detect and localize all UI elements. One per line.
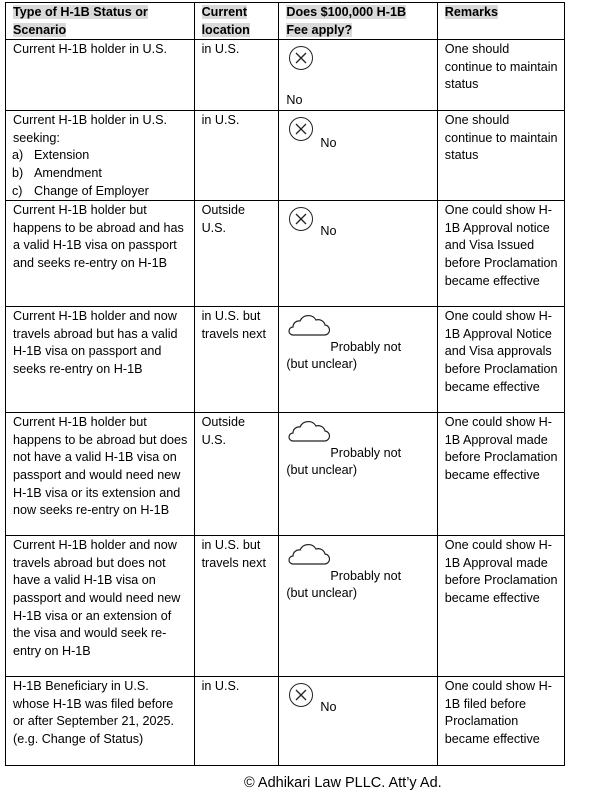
table-row [6,111,565,201]
scenario-cell: Current H-1B holder but happens to be abroad but does not have a valid H-1B visa on passport and would need new H-1B visa or its extension and now seeks re-entry on H-1B [6,413,195,536]
scenario-cell: Current H-1B holder in U.S. [6,40,195,111]
list-item [12,183,188,201]
table-row [6,40,565,111]
copyright-footer: © Adhikari Law PLLC. Att’y Ad. [244,775,442,791]
location-cell: in U.S. [194,677,279,766]
fee-answer: Probably not [330,569,402,584]
x-circle-icon [289,683,313,707]
remarks-cell: One could show H-1B Approval made before Proclamation became effective [437,413,564,536]
x-circle-icon [289,207,313,231]
table-row [6,201,565,307]
scenario-note: (e.g. Change of Status) [13,731,144,746]
list-item-text: Extension [34,148,90,163]
table-row [6,677,565,766]
table-row [6,307,565,413]
location-cell: in U.S. [194,40,279,111]
fee-answer: No [320,224,337,239]
list-item [12,165,188,183]
remarks-cell: One should continue to maintain status [437,40,564,111]
location-cell: in U.S. [194,111,279,201]
scenario-text: H-1B Beneficiary in U.S. whose H-1B was filed before or after September 21, 2025. [13,679,175,729]
fee-cell [279,40,437,111]
fee-answer: Probably not [330,340,402,355]
fee-cell [279,111,437,201]
scenario-intro: Current H-1B holder in U.S. seeking: [13,113,167,145]
header-scenario: Type of H-1B Status or Scenario [6,3,195,40]
location-cell: Outside U.S. [194,413,279,536]
x-circle-icon [289,117,313,141]
header-fee: Does $100,000 H-1B Fee apply? [279,3,437,40]
cloud-icon [288,419,330,443]
scenario-cell [6,677,195,766]
fee-cell [279,413,437,536]
location-cell: Outside U.S. [194,201,279,307]
fee-answer-note: (but unclear) [286,586,358,601]
fee-answer: No [320,700,337,715]
location-cell: in U.S. but travels next [194,307,279,413]
scenario-list [13,147,188,200]
fee-cell [279,201,437,307]
fee-answer: Probably not [330,446,402,461]
fee-answer-note: (but unclear) [286,357,358,372]
cloud-icon [288,313,330,337]
list-marker: a) [12,148,24,163]
remarks-cell: One could show H-1B Approval notice and Visa Issued before Proclamation became effective [437,201,564,307]
scenario-cell: Current H-1B holder but happens to be abroad and has a valid H-1B visa on passport and seeks re-entry on H-1B [6,201,195,307]
remarks-cell: One should continue to maintain status [437,111,564,201]
fee-answer: No [320,136,337,151]
fee-cell [279,307,437,413]
table-row [6,413,565,536]
fee-answer: No [286,93,303,108]
list-item [12,147,188,165]
x-circle-icon [289,46,313,70]
fee-answer-note: (but unclear) [286,463,358,478]
list-marker: c) [12,183,23,198]
list-item-text: Amendment [34,165,102,180]
fee-cell [279,536,437,677]
header-row [6,3,565,40]
cloud-icon [288,542,330,566]
fee-cell [279,677,437,766]
header-location: Current location [194,3,279,40]
remarks-cell: One could show H-1B Approval Notice and Visa approvals before Proclamation became effective [437,307,564,413]
location-cell: in U.S. but travels next [194,536,279,677]
scenario-cell: Current H-1B holder and now travels abroad but does not have a valid H-1B visa on passport and would need new H-1B visa or an extension of the visa and would seek re-entry on H-1B [6,536,195,677]
h1b-fee-table [5,2,565,766]
remarks-cell: One could show H-1B filed before Proclamation became effective [437,677,564,766]
list-marker: b) [12,165,24,180]
list-item-text: Change of Employer [34,183,149,198]
remarks-cell: One could show H-1B Approval made before Proclamation became effective [437,536,564,677]
table-row [6,536,565,677]
scenario-cell: Current H-1B holder and now travels abroad but has a valid H-1B visa on passport and seeks re-entry on H-1B [6,307,195,413]
header-remarks: Remarks [437,3,564,40]
scenario-cell [6,111,195,201]
